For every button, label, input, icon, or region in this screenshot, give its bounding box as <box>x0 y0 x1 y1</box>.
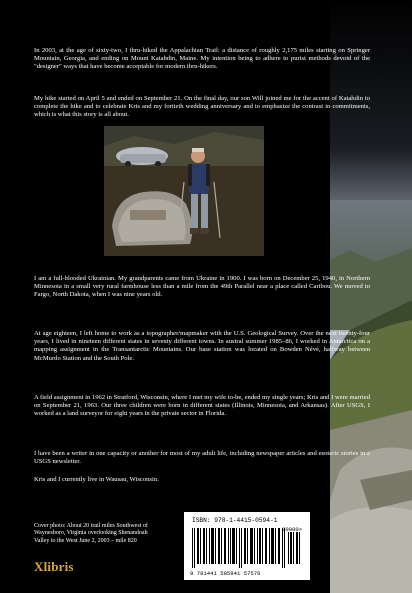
paragraph-thru-hike: In 2003, at the age of sixty-two, I thru-hiked the Appalachian Trail: a distance of roughly 2,175 miles starting on Springer Mountain, Georgia, and ending on Mount Katahdin, Maine. My intention being to adhere to purist methods devoid of the "designer" ways that have become acceptable for modern thru-hikers. <box>34 46 370 71</box>
price-code: 90000> <box>282 526 303 533</box>
paragraph-family: A field assignment in 1962 in Stratford, Wisconsin, where I met my wife to-be, ended my single years; Kris and I were married on September 21, 1963. Our three children were born in different states (Illinois, Minnesota, and Arkansas). After USGS, I worked as a land surveyor for eight years in the private sector in Florida. <box>34 393 370 418</box>
paragraph-career: At age eighteen, I left home to work as a topographer/mapmaker with the U.S. Geological Survey. Over the next twenty-four years, I lived in nineteen different states in seventy different towns. In austral summer 1985–86, I worked in Antarctica on a mapping assignment in the Transantarctic Mountains. Our base station was located on Bowden Névé, halfway between McMurdo Station and the South Pole. <box>34 329 370 362</box>
paragraph-heritage: I am a full-blooded Ukrainian. My grandparents came from Ukraine in 1900. I was born on December 25, 1940, in Northern Minnesota in a small very rural farmhouse less than a mile from the 49th Parallel near a place called Caribou. We moved to Fargo, North Dakota, when I was nine years old. <box>34 274 370 299</box>
paragraph-hike-dates: My hike started on April 5 and ended on September 21. On the final day, our son Will joined me for the accent of Katahdin to complete the hike and to celebrate Kris and my fortieth wedding anniversary and to emphasize the contrast in commitments, which is what this story is all about. <box>34 94 370 119</box>
publisher-logo: Xlibris <box>34 559 74 574</box>
barcode-bars <box>192 528 302 568</box>
barcode-number: 9 781441 505941 57576 90000> <box>190 526 303 577</box>
cover-photo-caption: Cover photo: About 20 trail miles Southwest of Waynesboro, Virginia overlooking Shenandoah Valley to the West June 2, 2003 – mile 820 <box>34 523 148 544</box>
paragraph-residence: Kris and I currently live in Wausau, Wisconsin. <box>34 475 159 483</box>
isbn-barcode <box>184 512 310 580</box>
author-photo <box>104 126 264 256</box>
isbn-text: ISBN: 978-1-4415-0594-1 <box>192 517 278 524</box>
paragraph-writing: I have been a writer in one capacity or another for most of my adult life, including newspaper articles and esoteric stories in a USGS newsletter. <box>34 449 370 465</box>
